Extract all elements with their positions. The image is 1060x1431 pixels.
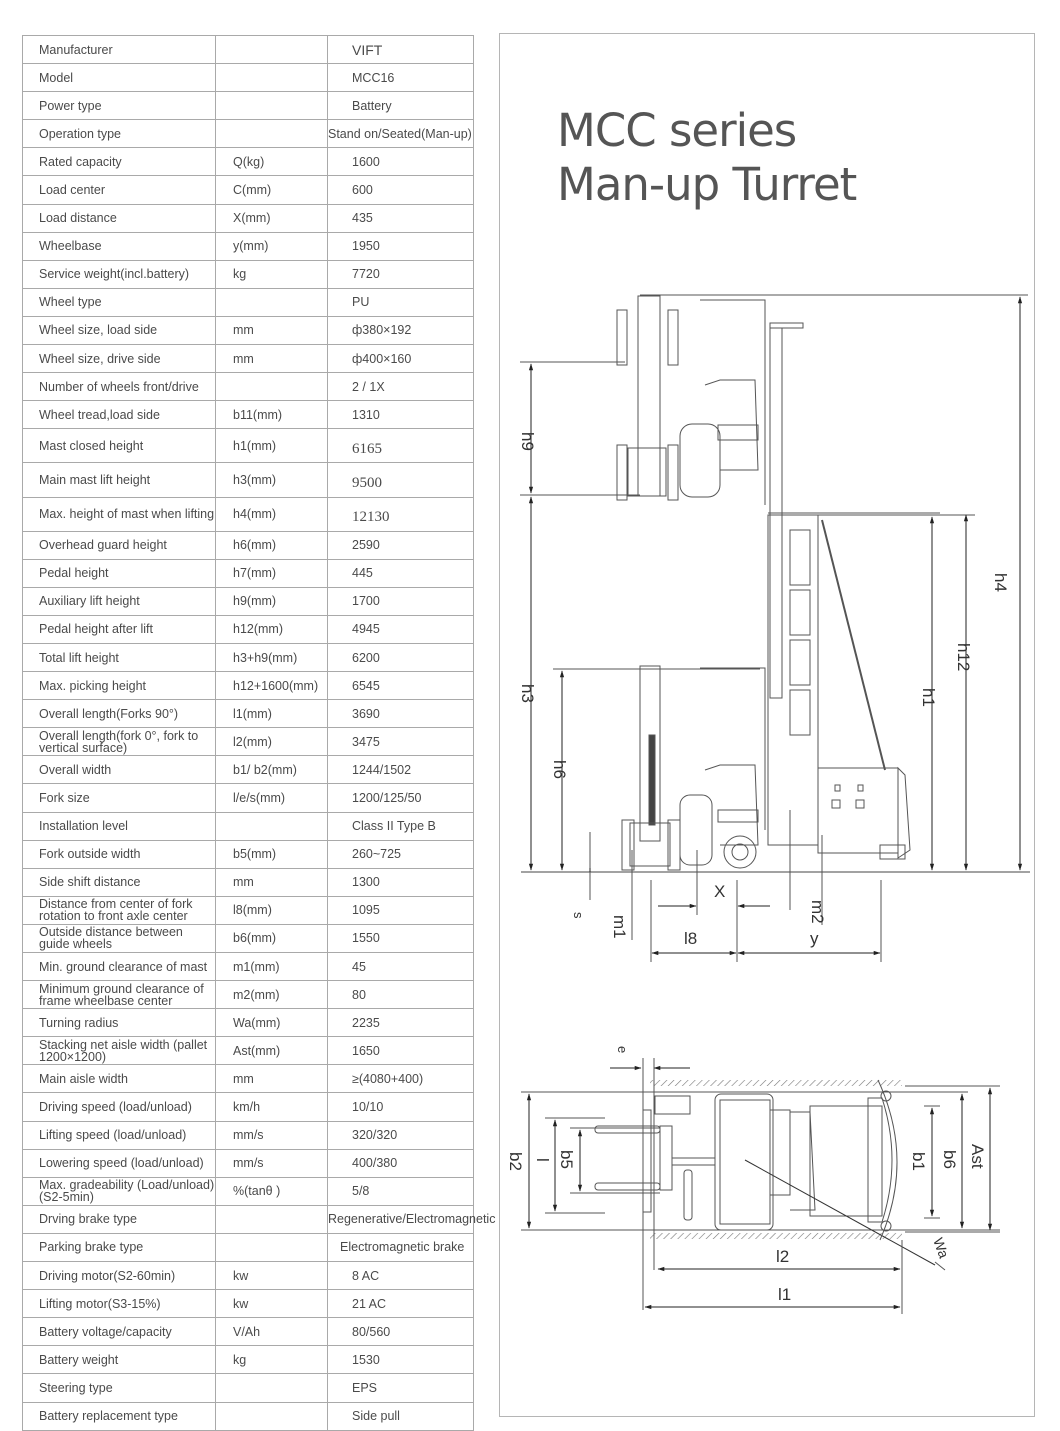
label-e: e — [615, 1046, 630, 1054]
spec-label: Driving motor(S2-60min) — [23, 1262, 216, 1290]
label-h1: h1 — [919, 688, 938, 707]
spec-unit: Wa(mm) — [216, 1009, 328, 1037]
spec-value: 2590 — [328, 531, 474, 559]
spec-unit: Q(kg) — [216, 148, 328, 176]
spec-value: 1095 — [328, 896, 474, 924]
spec-label: Operation type — [23, 120, 216, 148]
spec-label: Pedal height — [23, 559, 216, 587]
spec-label: Stacking net aisle width (pallet 1200×1200) — [23, 1037, 216, 1065]
spec-label: Side shift distance — [23, 868, 216, 896]
label-l2: l2 — [776, 1247, 790, 1266]
spec-value: Class II Type B — [328, 812, 474, 840]
spec-value: Regenerative/Electromagnetic — [328, 1205, 474, 1233]
label-b1: b1 — [909, 1152, 928, 1171]
spec-value: 3690 — [328, 700, 474, 728]
title-line-series: MCC series — [557, 104, 797, 157]
label-l8: l8 — [684, 929, 698, 948]
spec-value: Stand on/Seated(Man-up) — [328, 120, 474, 148]
spec-label: Auxiliary lift height — [23, 587, 216, 615]
spec-unit: y(mm) — [216, 232, 328, 260]
spec-unit: mm — [216, 345, 328, 373]
spec-unit: h1(mm) — [216, 429, 328, 463]
spec-unit: mm — [216, 1065, 328, 1093]
spec-value: ≥(4080+400) — [328, 1065, 474, 1093]
spec-label: Rated capacity — [23, 148, 216, 176]
spec-label: Max. picking height — [23, 672, 216, 700]
label-b6: b6 — [940, 1150, 959, 1169]
spec-value: 10/10 — [328, 1093, 474, 1121]
label-h6: h6 — [550, 760, 569, 779]
spec-label: Main mast lift height — [23, 463, 216, 497]
label-m2: m2 — [808, 900, 827, 924]
spec-unit: l2(mm) — [216, 728, 328, 756]
spec-label: Pedal height after lift — [23, 615, 216, 643]
spec-unit: kg — [216, 260, 328, 288]
side-view — [520, 295, 1030, 962]
spec-unit: h9(mm) — [216, 587, 328, 615]
spec-label: Fork size — [23, 784, 216, 812]
spec-value: 1600 — [328, 148, 474, 176]
spec-value: 80/560 — [328, 1318, 474, 1346]
spec-value: Side pull — [328, 1402, 474, 1430]
spec-label: Manufacturer — [23, 36, 216, 64]
spec-value: 600 — [328, 176, 474, 204]
spec-label: Steering type — [23, 1374, 216, 1402]
spec-label: Service weight(incl.battery) — [23, 260, 216, 288]
label-h4: h4 — [991, 573, 1010, 592]
spec-value: 9500 — [328, 463, 474, 497]
spec-value: 1200/125/50 — [328, 784, 474, 812]
spec-value: 1300 — [328, 868, 474, 896]
spec-value: 1244/1502 — [328, 756, 474, 784]
spec-label: Mast closed height — [23, 429, 216, 463]
label-h3: h3 — [518, 684, 537, 703]
spec-unit: X(mm) — [216, 204, 328, 232]
spec-value: 1550 — [328, 924, 474, 952]
spec-unit: mm — [216, 868, 328, 896]
spec-label: Overhead guard height — [23, 531, 216, 559]
spec-unit: h4(mm) — [216, 497, 328, 531]
label-h9: h9 — [518, 432, 537, 451]
spec-label: Battery weight — [23, 1346, 216, 1374]
spec-label: Drving brake type — [23, 1205, 216, 1233]
spec-label: Power type — [23, 92, 216, 120]
label-h12: h12 — [954, 643, 973, 672]
spec-label: Battery replacement type — [23, 1402, 216, 1430]
spec-value: 4945 — [328, 615, 474, 643]
spec-label: Wheel tread,load side — [23, 401, 216, 429]
label-ast: Ast — [968, 1144, 987, 1169]
spec-label: Distance from center of fork rotation to front axle center — [23, 896, 216, 924]
spec-value: 1700 — [328, 587, 474, 615]
spec-unit: mm — [216, 316, 328, 344]
label-b5: b5 — [557, 1150, 576, 1169]
spec-unit: b11(mm) — [216, 401, 328, 429]
spec-unit: mm/s — [216, 1149, 328, 1177]
spec-value: MCC16 — [328, 64, 474, 92]
spec-value: 7720 — [328, 260, 474, 288]
spec-value: Electromagnetic brake — [328, 1233, 474, 1261]
spec-label: Max. height of mast when lifting — [23, 497, 216, 531]
spec-unit: %(tanθ ) — [216, 1177, 328, 1205]
spec-label: Outside distance between guide wheels — [23, 924, 216, 952]
spec-label: Turning radius — [23, 1009, 216, 1037]
title-line-type: Man-up Turret — [557, 158, 857, 211]
spec-value: 80 — [328, 981, 474, 1009]
spec-label: Overall width — [23, 756, 216, 784]
spec-label: Total lift height — [23, 643, 216, 671]
spec-value: 1950 — [328, 232, 474, 260]
spec-unit: h3+h9(mm) — [216, 643, 328, 671]
spec-value: Battery — [328, 92, 474, 120]
spec-unit: h12+1600(mm) — [216, 672, 328, 700]
spec-value: 2 / 1X — [328, 373, 474, 401]
spec-value: 45 — [328, 953, 474, 981]
label-s: s — [571, 912, 586, 919]
spec-label: Model — [23, 64, 216, 92]
spec-value: ф380×192 — [328, 316, 474, 344]
spec-unit: mm/s — [216, 1121, 328, 1149]
spec-label: Overall length(fork 0°, fork to vertical surface) — [23, 728, 216, 756]
label-m1: m1 — [610, 915, 629, 939]
spec-unit: kw — [216, 1262, 328, 1290]
label-l: l — [533, 1158, 552, 1162]
spec-value: 320/320 — [328, 1121, 474, 1149]
spec-unit: h3(mm) — [216, 463, 328, 497]
spec-unit: C(mm) — [216, 176, 328, 204]
spec-value: EPS — [328, 1374, 474, 1402]
spec-label: Battery voltage/capacity — [23, 1318, 216, 1346]
spec-unit: l1(mm) — [216, 700, 328, 728]
spec-unit: m2(mm) — [216, 981, 328, 1009]
spec-label: Load distance — [23, 204, 216, 232]
spec-value: 3475 — [328, 728, 474, 756]
spec-value: 6165 — [328, 429, 474, 463]
spec-unit: h7(mm) — [216, 559, 328, 587]
spec-value: 260~725 — [328, 840, 474, 868]
label-x: X — [714, 882, 726, 901]
spec-label: Overall length(Forks 90°) — [23, 700, 216, 728]
spec-value: PU — [328, 288, 474, 316]
spec-unit: Ast(mm) — [216, 1037, 328, 1065]
spec-value: 1530 — [328, 1346, 474, 1374]
spec-value: 2235 — [328, 1009, 474, 1037]
spec-unit: m1(mm) — [216, 953, 328, 981]
spec-value: 12130 — [328, 497, 474, 531]
spec-label: Main aisle width — [23, 1065, 216, 1093]
spec-unit: V/Ah — [216, 1318, 328, 1346]
label-b2: b2 — [506, 1152, 525, 1171]
label-y: y — [810, 929, 819, 948]
spec-value: 6200 — [328, 643, 474, 671]
label-l1: l1 — [778, 1285, 792, 1304]
spec-unit: kg — [216, 1346, 328, 1374]
spec-label: Number of wheels front/drive — [23, 373, 216, 401]
spec-unit: b5(mm) — [216, 840, 328, 868]
top-view — [521, 1058, 1000, 1314]
spec-label: Wheelbase — [23, 232, 216, 260]
spec-value: 8 AC — [328, 1262, 474, 1290]
spec-label: Parking brake type — [23, 1233, 216, 1261]
spec-unit: km/h — [216, 1093, 328, 1121]
spec-value: 5/8 — [328, 1177, 474, 1205]
spec-unit: h6(mm) — [216, 531, 328, 559]
spec-value: 445 — [328, 559, 474, 587]
spec-value: VIFT — [328, 36, 474, 64]
spec-unit: kw — [216, 1290, 328, 1318]
side-view-labels — [518, 432, 1010, 948]
label-wa: Wa — [930, 1235, 953, 1261]
spec-label: Wheel size, drive side — [23, 345, 216, 373]
spec-value: 435 — [328, 204, 474, 232]
spec-label: Installation level — [23, 812, 216, 840]
spec-unit: h12(mm) — [216, 615, 328, 643]
spec-label: Fork outside width — [23, 840, 216, 868]
spec-value: 6545 — [328, 672, 474, 700]
spec-value: 1650 — [328, 1037, 474, 1065]
spec-value: ф400×160 — [328, 345, 474, 373]
spec-unit: b6(mm) — [216, 924, 328, 952]
spec-label: Lowering speed (load/unload) — [23, 1149, 216, 1177]
spec-unit: l/e/s(mm) — [216, 784, 328, 812]
spec-unit: l8(mm) — [216, 896, 328, 924]
spec-label: Driving speed (load/unload) — [23, 1093, 216, 1121]
spec-label: Lifting speed (load/unload) — [23, 1121, 216, 1149]
spec-label: Minimum ground clearance of frame wheelbase center — [23, 981, 216, 1009]
spec-label: Min. ground clearance of mast — [23, 953, 216, 981]
spec-value: 400/380 — [328, 1149, 474, 1177]
spec-label: Load center — [23, 176, 216, 204]
spec-label: Wheel size, load side — [23, 316, 216, 344]
spec-label: Lifting motor(S3-15%) — [23, 1290, 216, 1318]
spec-value: 1310 — [328, 401, 474, 429]
spec-unit: b1/ b2(mm) — [216, 756, 328, 784]
spec-label: Wheel type — [23, 288, 216, 316]
spec-label: Max. gradeability (Load/unload) (S2-5min) — [23, 1177, 216, 1205]
spec-value: 21 AC — [328, 1290, 474, 1318]
